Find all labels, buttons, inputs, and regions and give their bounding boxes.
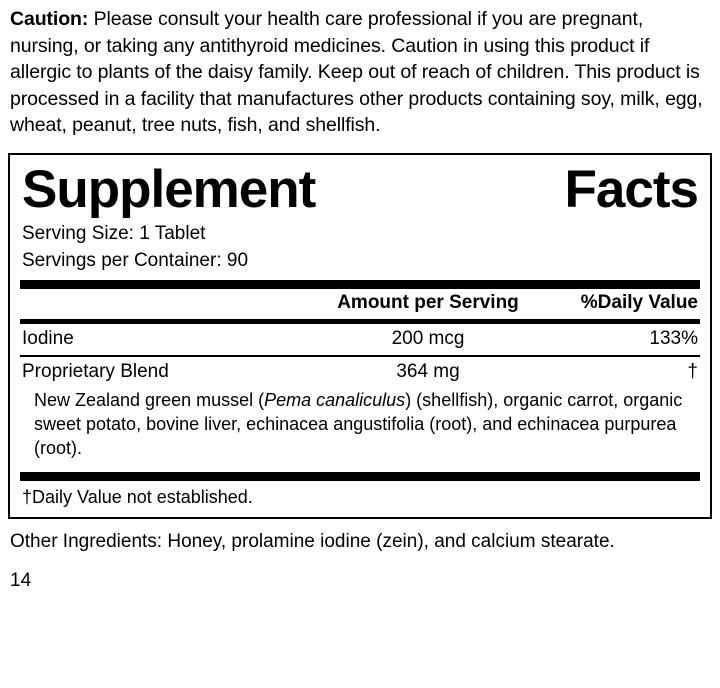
row-amount-proprietary-blend: 364 mg bbox=[396, 360, 460, 382]
caution-paragraph bbox=[8, 6, 712, 139]
row-name-proprietary-blend: Proprietary Blend bbox=[22, 360, 169, 382]
serving-size: Serving Size: 1 Tablet bbox=[22, 222, 206, 244]
row-daily-value-proprietary-blend: † bbox=[687, 360, 698, 382]
label-page bbox=[0, 6, 720, 688]
caution-text: Please consult your health care professional if you are pregnant, nursing, or taking any antithyroid medicines. Caution in using this product if allergic to plants of the daisy family. Keep out of reach of children. This product is processed in a facility that manufactures other products containing soy, milk, egg, wheat, peanut, tree nuts, fish, and shellfish. bbox=[10, 8, 703, 136]
blend-description-post: ) (shellfish), organic carrot, organic sweet potato, bovine liver, echinacea angustifolia (root), and echinacea purpurea (root). bbox=[34, 389, 683, 458]
supplement-facts-title-left: Supplement bbox=[22, 159, 316, 219]
row-daily-value-iodine: 133% bbox=[649, 327, 698, 349]
blend-description-species: Pema canaliculus bbox=[264, 389, 406, 410]
header-daily-value: %Daily Value bbox=[580, 291, 698, 313]
table-row bbox=[20, 324, 700, 355]
divider-thick-bottom bbox=[20, 472, 700, 481]
caution-label: Caution: bbox=[10, 8, 89, 30]
row-amount-iodine: 200 mcg bbox=[391, 327, 465, 349]
servings-per-container: Servings per Container: 90 bbox=[22, 249, 249, 271]
daily-value-footnote: †Daily Value not established. bbox=[22, 486, 253, 507]
supplement-facts-title bbox=[20, 161, 700, 219]
supplement-facts-title-right: Facts bbox=[564, 159, 698, 219]
supplement-facts-panel bbox=[8, 153, 712, 519]
page-number: 14 bbox=[10, 569, 32, 591]
row-name-iodine: Iodine bbox=[22, 327, 74, 349]
divider-thick-top bbox=[20, 280, 700, 289]
header-amount-per-serving: Amount per Serving bbox=[337, 291, 519, 313]
table-header-row bbox=[20, 289, 700, 319]
blend-description-pre: New Zealand green mussel ( bbox=[34, 389, 265, 410]
other-ingredients: Other Ingredients: Honey, prolamine iodine (zein), and calcium stearate. bbox=[10, 530, 615, 552]
table-row bbox=[20, 357, 700, 388]
blend-description bbox=[20, 388, 700, 465]
